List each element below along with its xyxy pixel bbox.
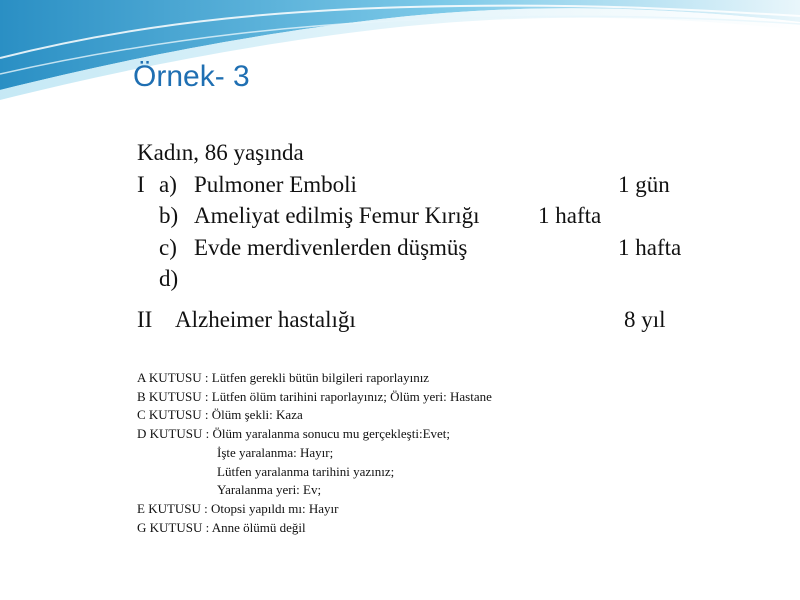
item-duration: 1 hafta [538, 203, 602, 228]
item-letter: b) [159, 203, 179, 228]
note-line: İşte yaralanma: Hayır; [217, 444, 334, 460]
slide-title: Örnek- 3 [133, 60, 250, 93]
item-duration: 1 hafta [618, 234, 682, 260]
item-letter: c) [159, 234, 177, 260]
list-item [137, 304, 737, 336]
item-text: Ameliyat edilmiş Femur Kırığı [194, 203, 480, 228]
note-line: G KUTUSU : Anne ölümü değil [137, 519, 306, 535]
item-duration: 1 gün [618, 171, 670, 197]
part-roman-numeral: I [137, 171, 145, 197]
note-line: B KUTUSU : Lütfen ölüm tarihini raporlayınız; Ölüm yeri: Hastane [137, 388, 492, 404]
part-roman-numeral: II [137, 306, 153, 332]
item-duration: 8 yıl [624, 306, 666, 332]
item-text: Evde merdivenlerden düşmüş [194, 234, 468, 260]
note-line: Yaralanma yeri: Ev; [217, 482, 322, 498]
item-text: Pulmoner Emboli [194, 171, 357, 197]
item-letter: a) [159, 171, 177, 197]
cause-of-death-list [137, 137, 737, 335]
list-item [137, 263, 737, 295]
note-line: D KUTUSU : Ölüm yaralanma sonucu mu gerçekleşti:Evet; [137, 426, 451, 442]
patient-info-row [137, 137, 737, 169]
list-item [137, 169, 737, 201]
note-line: A KUTUSU : Lütfen gerekli bütün bilgileri raporlayınız [137, 370, 430, 385]
item-text: Alzheimer hastalığı [175, 306, 356, 332]
patient-info: Kadın, 86 yaşında [137, 140, 304, 165]
list-item [137, 232, 737, 264]
note-line: Lütfen yaralanma tarihini yazınız; [217, 463, 395, 479]
header-wave-decoration [0, 0, 800, 110]
note-line: E KUTUSU : Otopsi yapıldı mı: Hayır [137, 500, 339, 516]
note-line: C KUTUSU : Ölüm şekli: Kaza [137, 407, 303, 423]
list-item [137, 200, 737, 232]
item-letter: d) [159, 266, 179, 291]
box-notes [137, 369, 697, 537]
